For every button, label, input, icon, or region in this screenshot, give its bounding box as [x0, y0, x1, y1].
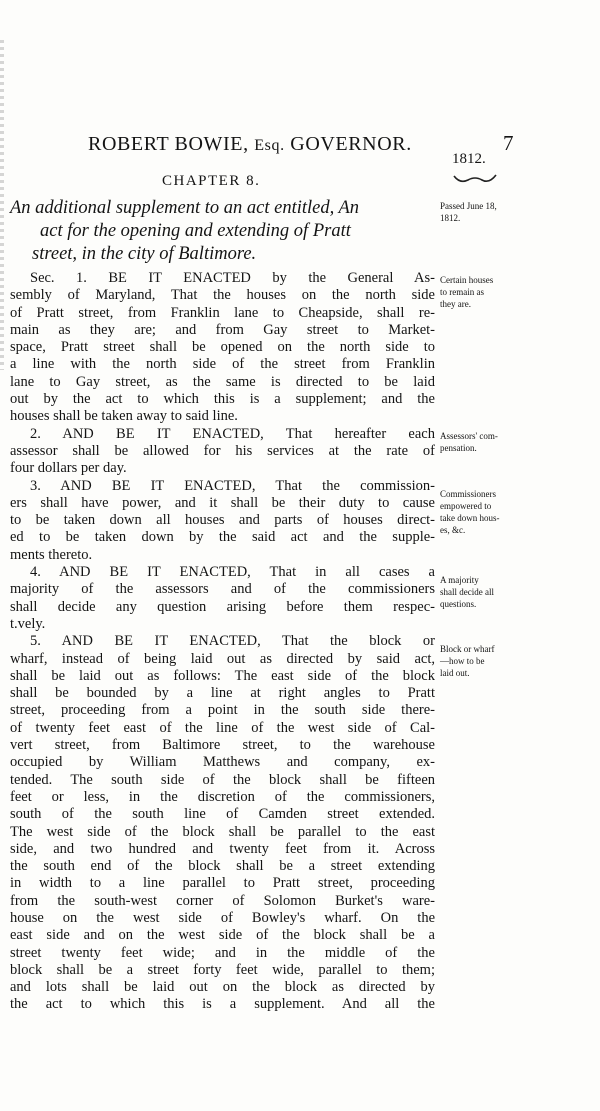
- running-head: [88, 133, 412, 156]
- body-line: shall be bounded by a line at right angles to Pratt: [10, 685, 435, 702]
- body-line: in width to a line parallel to Pratt street, proceeding: [10, 875, 435, 892]
- body-line: ers shall have power, and it shall be their duty to cause: [10, 494, 435, 511]
- body-line: vert street, from Baltimore street, to the warehouse: [10, 737, 435, 754]
- body-line: of twenty feet east of the line of the west side of Cal-: [10, 719, 435, 736]
- binding-edge: [0, 40, 4, 370]
- act-title: [10, 197, 430, 266]
- body-line: houses shall be taken away to said line.: [10, 408, 238, 425]
- title-line: act for the opening and extending of Pratt: [40, 221, 351, 241]
- body-line: t.vely.: [10, 615, 46, 632]
- margin-note-passed: Passed June 18, 1812.: [440, 201, 497, 223]
- body-line: Sec. 1. BE IT ENACTED by the General As-: [30, 270, 435, 286]
- body-line: feet or less, in the discretion of the commissioners,: [10, 788, 435, 805]
- body-line: sembly of Maryland, That the houses on the north side: [10, 287, 435, 304]
- margin-note-assessors-compensation: Assessors' com- pensation.: [440, 431, 498, 453]
- body-line: and lots shall be laid out on the block as directed by: [10, 979, 435, 996]
- body-line: to be taken down all houses and parts of houses direct-: [10, 512, 435, 529]
- body-line: majority of the assessors and of the commissioners: [10, 581, 435, 598]
- body-line: street, proceeding from a point in the south side there-: [10, 702, 435, 719]
- year-flourish: [452, 172, 498, 186]
- body-line: The west side of the block shall be parallel to the east: [10, 823, 435, 840]
- page-number: 7: [503, 131, 514, 155]
- year-marker: 1812.: [452, 151, 486, 167]
- body-line: of Pratt street, from Franklin lane to Cheapside, shall re-: [10, 304, 435, 321]
- body-line: wharf, instead of being laid out as directed by said act,: [10, 650, 435, 667]
- body-line: house on the west side of Bowley's wharf. On the: [10, 909, 435, 926]
- body-line: south of the south line of Camden street extended.: [10, 806, 435, 823]
- body-line: lane to Gay street, as the same is directed to be laid: [10, 373, 435, 390]
- body-line: ments thereto.: [10, 546, 93, 563]
- margin-note-certain-houses: Certain houses to remain as they are.: [440, 275, 494, 309]
- body-line: block shall be a street forty feet wide, parallel to them;: [10, 961, 435, 978]
- running-head-name: ROBERT BOWIE,: [88, 133, 255, 155]
- body-line: space, Pratt street shall be opened on the north side to: [10, 339, 435, 356]
- body-line: 2. AND BE IT ENACTED, That hereafter each: [30, 425, 435, 442]
- body-line: ed to be taken down by the said act and the supple-: [10, 529, 435, 546]
- body-line: shall be laid out as follows: The east side of the block: [10, 667, 435, 684]
- body-line: the act to which this is a supplement. And all the: [10, 996, 435, 1013]
- body-line: occupied by William Matthews and company, ex-: [10, 754, 435, 771]
- body-line: 3. AND BE IT ENACTED, That the commission-: [30, 477, 435, 494]
- margin-note-commissioners-empowered: Commissioners empowered to take down hous- es, &c.: [440, 489, 500, 535]
- body-line: side, and two hundred and twenty feet from it. Across: [10, 840, 435, 857]
- body-line: a line with the north side of the street from Franklin: [10, 356, 435, 373]
- title-line: street, in the city of Baltimore.: [32, 244, 257, 264]
- margin-note-majority: A majority shall decide all questions.: [440, 575, 494, 609]
- body-line: assessor shall be allowed for his services at the rate of: [10, 442, 435, 459]
- act-body: [10, 270, 435, 1014]
- running-head-office: GOVERNOR.: [284, 133, 412, 155]
- body-line: the south end of the block shall be a street extending: [10, 858, 435, 875]
- body-line: out by the act to which this is a supplement; and the: [10, 391, 435, 408]
- running-head-esq: Esq.: [254, 137, 285, 154]
- body-line: street twenty feet wide; and in the middle of the: [10, 944, 435, 961]
- body-line: main as they are; and from Gay street to Market-: [10, 321, 435, 338]
- body-line: tended. The south side of the block shall be fifteen: [10, 771, 435, 788]
- margin-note-block-or-wharf: Block or wharf —how to be laid out.: [440, 644, 495, 678]
- body-line: 4. AND BE IT ENACTED, That in all cases a: [30, 564, 435, 581]
- body-line: 5. AND BE IT ENACTED, That the block or: [30, 633, 435, 650]
- body-line: east side and on the west side of the block shall be a: [10, 927, 435, 944]
- chapter-heading: CHAPTER 8.: [162, 173, 261, 189]
- body-line: four dollars per day.: [10, 460, 127, 477]
- title-line: An additional supplement to an act entitled, An: [10, 198, 360, 218]
- body-line: from the south-west corner of Solomon Burket's ware-: [10, 892, 435, 909]
- body-line: shall decide any question arising before them respec-: [10, 598, 435, 615]
